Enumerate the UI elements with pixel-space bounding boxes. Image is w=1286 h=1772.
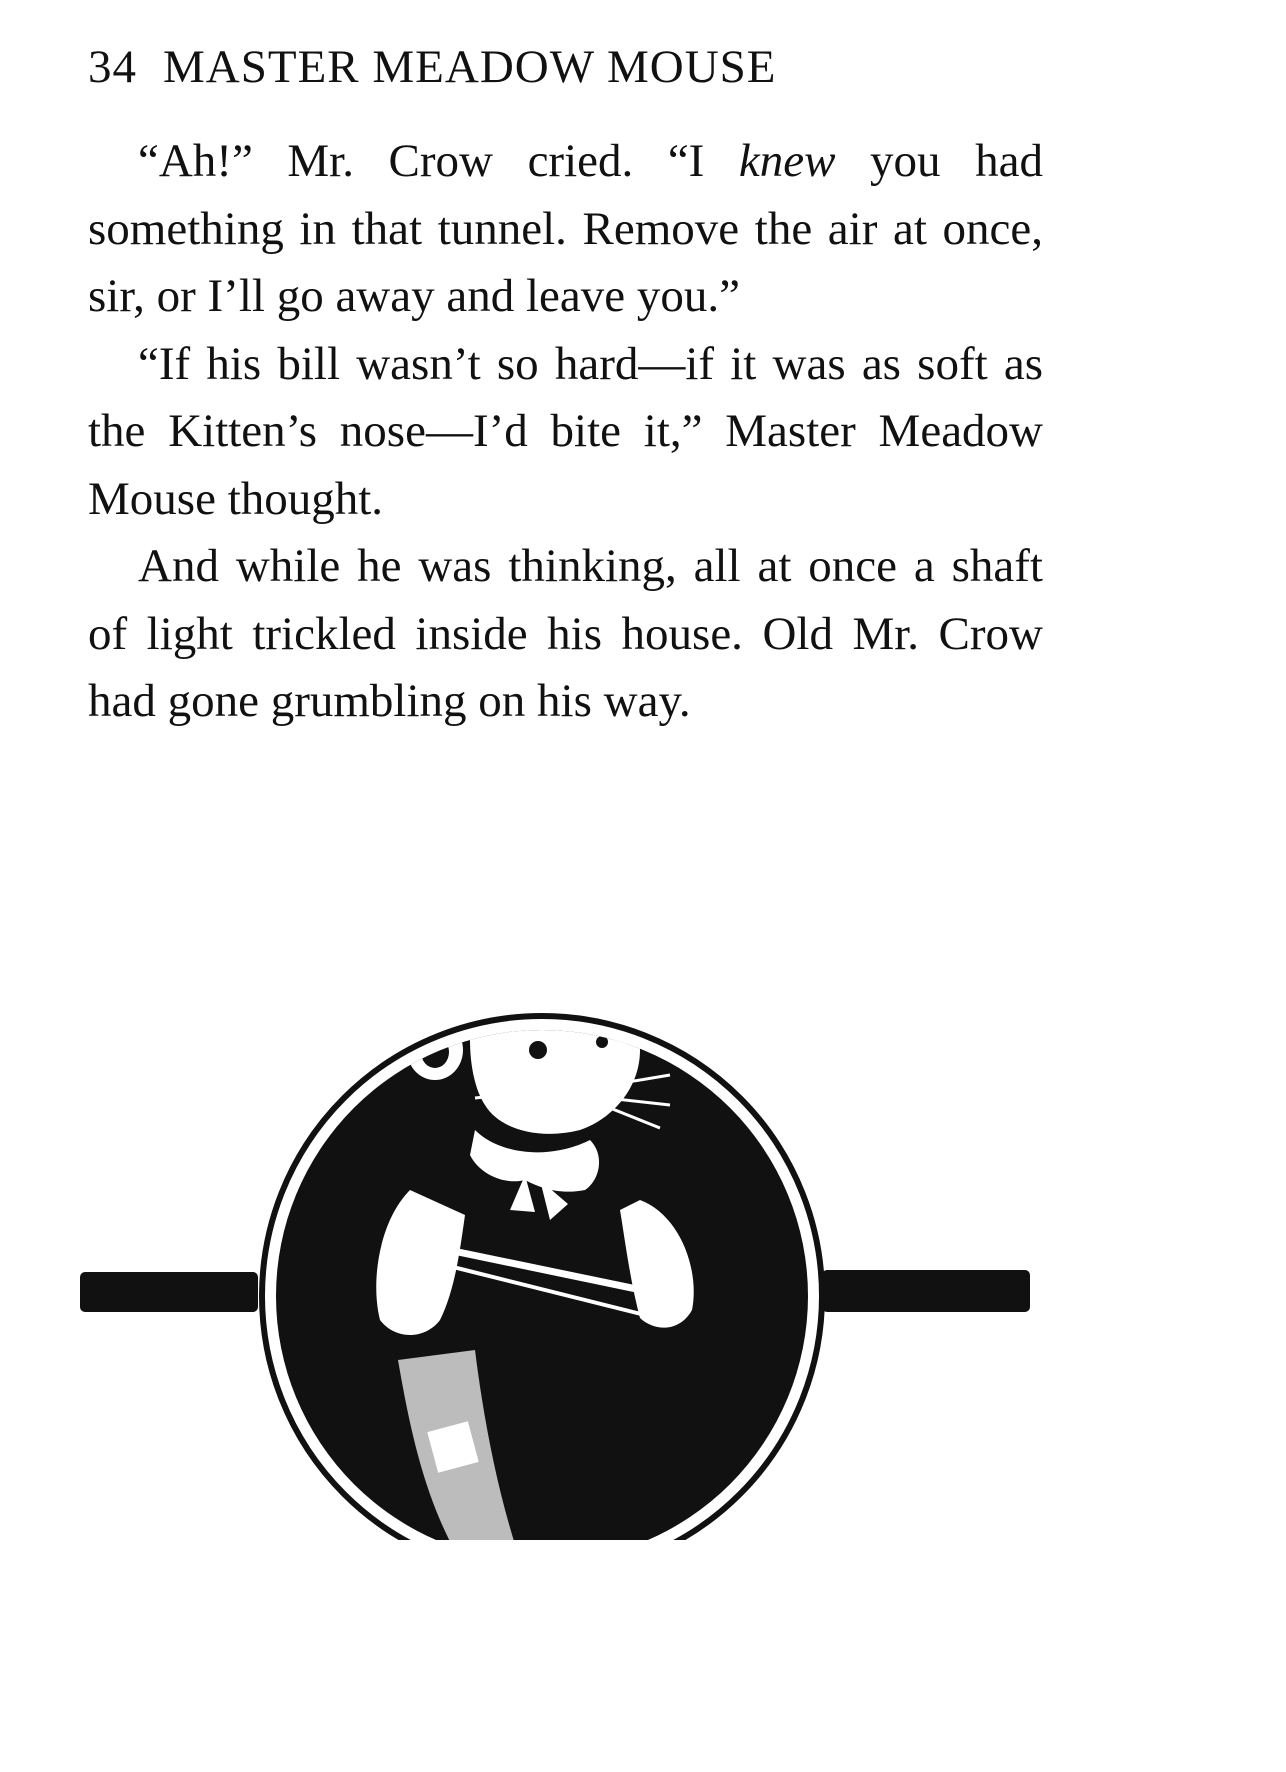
running-head (88, 40, 1048, 94)
paragraph-1-part-a: “Ah!” Mr. Crow cried. “I (138, 135, 739, 187)
page-number: 34 (88, 41, 137, 93)
left-bar (80, 1272, 258, 1312)
right-bar (822, 1270, 1030, 1312)
paragraph-3: And while he was thinking, all at once a shaft of light trickled inside his house. Old Mr. Crow had gone grumbling on his way. (88, 540, 1043, 727)
paragraph-1-part-b: you had something in that tunnel. Remove the air at once, sir, or I’ll go away and leave you.” (88, 135, 1043, 322)
paragraph-2: “If his bill wasn’t so hard—if it was as soft as the Kitten’s nose—I’d bite it,” Master Meadow Mouse thought. (88, 337, 1043, 525)
emphasis-knew: knew (738, 135, 836, 187)
illustration-meadow-mouse-medallion (80, 980, 1040, 1540)
paragraph-1 (88, 128, 1043, 331)
medallion-svg (80, 980, 1040, 1540)
running-title: MASTER MEADOW MOUSE (163, 41, 777, 93)
body-text (88, 128, 1043, 736)
